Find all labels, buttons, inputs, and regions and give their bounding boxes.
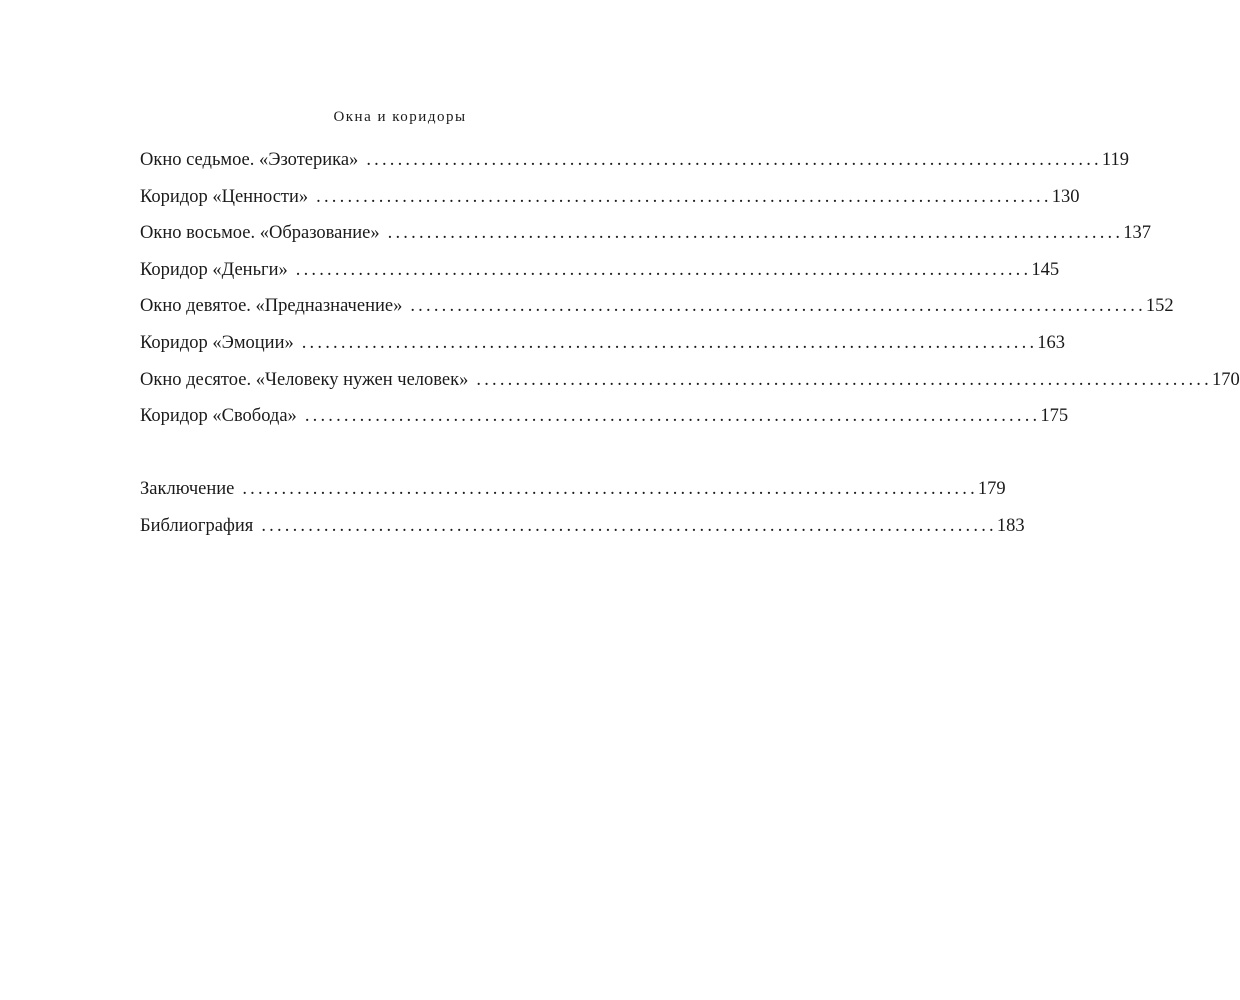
toc-entry-title: Окно девятое. «Предназначение» [140, 296, 403, 317]
toc-entry[interactable] [140, 258, 1060, 295]
toc-entry[interactable] [140, 294, 1174, 331]
toc-entry-page: 175 [1040, 406, 1069, 427]
toc-entry-page: 163 [1037, 332, 1066, 353]
toc-entry-title: Коридор «Свобода» [140, 406, 297, 427]
dot-leader: .............................................................................................. [316, 186, 1052, 207]
toc-entry-page: 137 [1123, 223, 1151, 244]
toc-entry[interactable] [140, 185, 1080, 222]
dot-leader: .............................................................................................. [301, 332, 1038, 353]
table-of-contents [140, 148, 1240, 441]
toc-entry-bibliography[interactable] [140, 514, 1025, 551]
toc-entry[interactable] [140, 368, 1240, 405]
toc-entry-title: Коридор «Ценности» [140, 186, 309, 207]
toc-entry-page: 145 [1031, 259, 1060, 280]
dot-leader: .............................................................................................. [410, 296, 1146, 317]
dot-leader: .............................................................................................. [295, 259, 1032, 280]
dot-leader: .............................................................................................. [242, 479, 978, 499]
toc-entry-title: Библиография [140, 515, 254, 536]
toc-entry-title: Коридор «Эмоции» [140, 332, 294, 353]
dot-leader: .............................................................................................. [261, 515, 997, 536]
toc-entry-conclusion[interactable] [140, 477, 1006, 514]
toc-entry-title: Коридор «Деньги» [140, 259, 288, 280]
dot-leader: .............................................................................................. [387, 223, 1124, 244]
toc-entry-page: 130 [1051, 186, 1080, 207]
toc-entry-page: 179 [977, 479, 1006, 499]
toc-entry-title: Окно седьмое. «Эзотерика» [140, 150, 359, 170]
toc-entry-title: Окно восьмое. «Образование» [140, 223, 380, 244]
toc-entry-page: 183 [996, 515, 1025, 536]
toc-entry[interactable] [140, 331, 1066, 368]
toc-entry[interactable] [140, 404, 1069, 441]
table-of-contents-back-matter [140, 477, 1025, 550]
toc-entry-page: 152 [1145, 296, 1174, 317]
running-head: Окна и коридоры [333, 109, 467, 125]
toc-entry-page: 170 [1211, 369, 1240, 390]
dot-leader: .............................................................................................. [366, 150, 1102, 170]
toc-entry[interactable] [140, 148, 1129, 185]
toc-entry-page: 119 [1101, 150, 1129, 170]
toc-entry-title: Окно десятое. «Человеку нужен человек» [140, 369, 469, 390]
dot-leader: .............................................................................................. [476, 369, 1212, 390]
dot-leader: .............................................................................................. [304, 406, 1041, 427]
toc-entry-title: Заключение [140, 479, 235, 499]
toc-entry[interactable] [140, 221, 1151, 258]
